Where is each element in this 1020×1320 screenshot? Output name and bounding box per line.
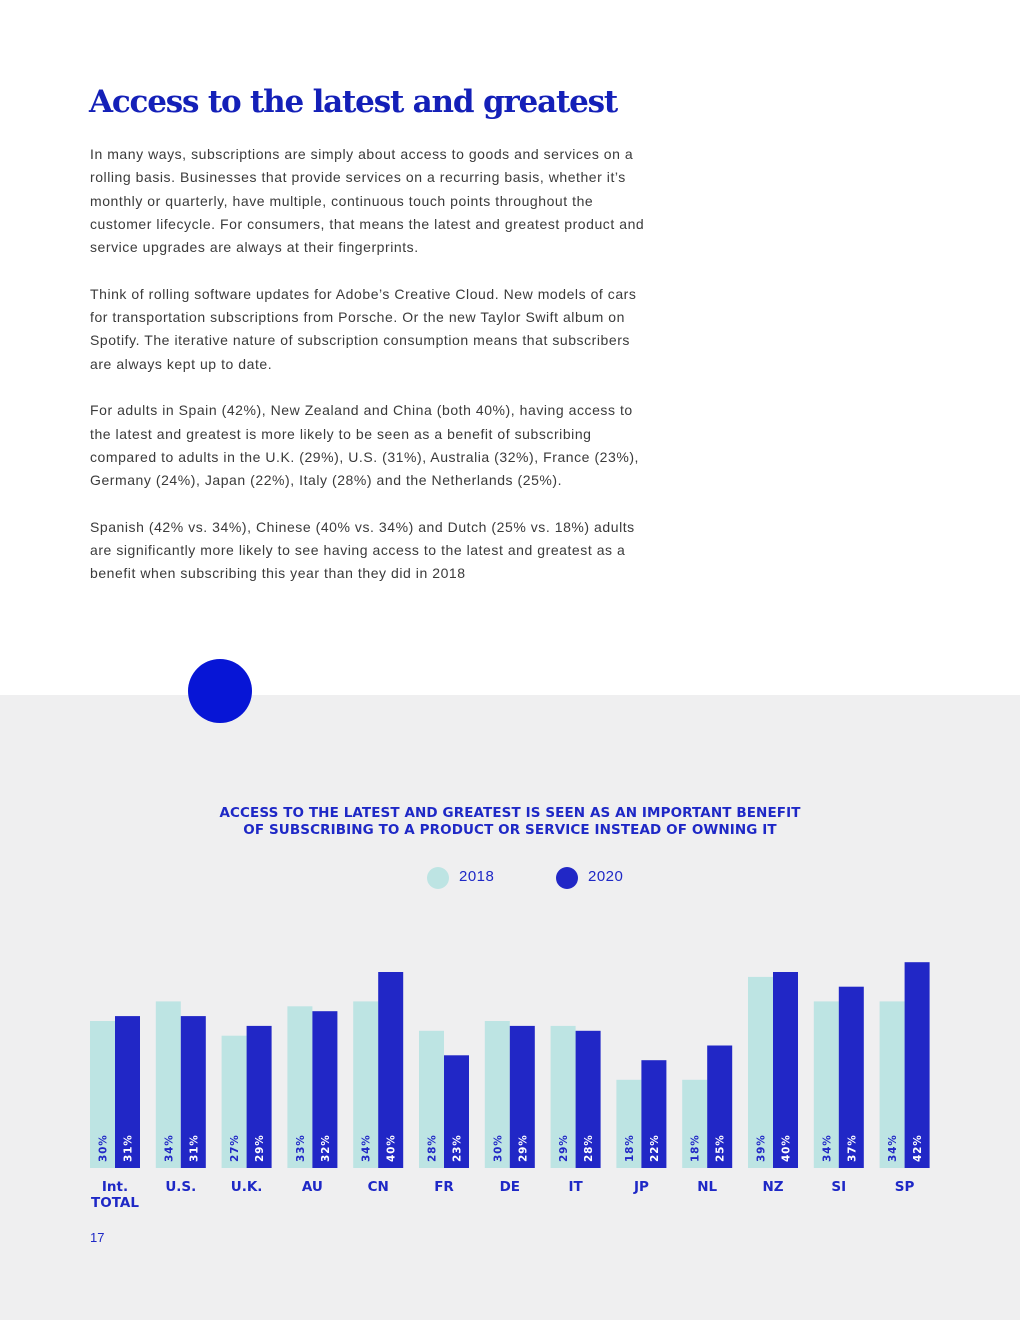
page-title: Access to the latest and greatest: [89, 84, 617, 120]
bar-value-label: 23%: [451, 1134, 464, 1162]
bar-value-label: 39%: [755, 1134, 768, 1162]
bar-value-label: 30%: [97, 1134, 110, 1162]
bar-value-label: 34%: [163, 1134, 176, 1162]
bar-value-label: 32%: [319, 1134, 332, 1162]
bar-value-label: 25%: [714, 1134, 727, 1162]
category-label: JP: [633, 1179, 649, 1195]
category-label: FR: [434, 1179, 454, 1195]
paragraph: Think of rolling software updates for Adobe’s Creative Cloud. New models of cars for transportation subscriptions from Porsche. Or the new Taylor Swift album on Spotify. The iterative nature of subscription consumption means that subscribers are always kept up to date.: [90, 285, 637, 372]
category-label: U.K.: [230, 1179, 263, 1195]
category-label: CN: [367, 1179, 389, 1195]
bar-value-label: 40%: [385, 1134, 398, 1162]
legend-label-2020: 2020: [588, 868, 624, 885]
category-label: TOTAL: [91, 1195, 139, 1211]
bar-value-label: 30%: [492, 1134, 505, 1162]
bar-value-label: 28%: [583, 1134, 596, 1162]
bar-value-label: 22%: [648, 1134, 661, 1162]
category-label: Int.: [101, 1179, 129, 1195]
bar-value-label: 34%: [821, 1134, 834, 1162]
category-label: SP: [894, 1179, 915, 1195]
bar-value-label: 40%: [780, 1134, 793, 1162]
category-label: SI: [831, 1179, 847, 1195]
paragraph: In many ways, subscriptions are simply about access to goods and services on a rolling basis. Businesses that provide services on a recurring basis, whether it’s monthly or quarterly, have multiple, continuous touch points throughout the customer lifecycle. For consumers, that means the latest and greatest product and service upgrades are always at their fingerprints.: [90, 146, 645, 256]
bar-value-label: 34%: [887, 1134, 900, 1162]
bar-value-label: 27%: [229, 1134, 242, 1162]
paragraph: For adults in Spain (42%), New Zealand and China (both 40%), having access to the latest and greatest is more likely to be seen as a benefit of subscribing compared to adults in the U.K. (29%), U.S. (31%), Australia (32%), France (23%), Germany (24%), Japan (22%), Italy (28%) and the Netherlands (25%).: [90, 402, 639, 489]
category-label: U.S.: [165, 1179, 197, 1195]
bar-value-label: 29%: [558, 1134, 571, 1162]
bar-value-label: 31%: [188, 1134, 201, 1162]
bar-value-label: 34%: [360, 1134, 373, 1162]
category-label: NZ: [762, 1179, 784, 1195]
bar-value-label: 31%: [122, 1134, 135, 1162]
bar-value-label: 18%: [623, 1134, 636, 1162]
category-label: IT: [568, 1179, 583, 1195]
page-number: 17: [90, 1230, 105, 1245]
bar-value-label: 18%: [689, 1134, 702, 1162]
paragraph: Spanish (42% vs. 34%), Chinese (40% vs. 34%) and Dutch (25% vs. 18%) adults are significantly more likely to see having access to the latest and greatest as a benefit when subscribing this year than they did in 2018: [90, 518, 635, 582]
chart-title-line: ACCESS TO THE LATEST AND GREATEST IS SEEN AS AN IMPORTANT BENEFIT: [219, 805, 801, 821]
bar-value-label: 28%: [426, 1134, 439, 1162]
chart-title-line: OF SUBSCRIBING TO A PRODUCT OR SERVICE INSTEAD OF OWNING IT: [243, 822, 777, 838]
bar-value-label: 37%: [846, 1134, 859, 1162]
bar-value-label: 29%: [254, 1134, 267, 1162]
category-label: NL: [697, 1179, 718, 1195]
category-label: AU: [301, 1179, 323, 1195]
category-label: DE: [499, 1179, 521, 1195]
bar-value-label: 29%: [517, 1134, 530, 1162]
bar-value-label: 33%: [294, 1134, 307, 1162]
bar-value-label: 42%: [912, 1134, 925, 1162]
legend-label-2018: 2018: [459, 868, 495, 885]
